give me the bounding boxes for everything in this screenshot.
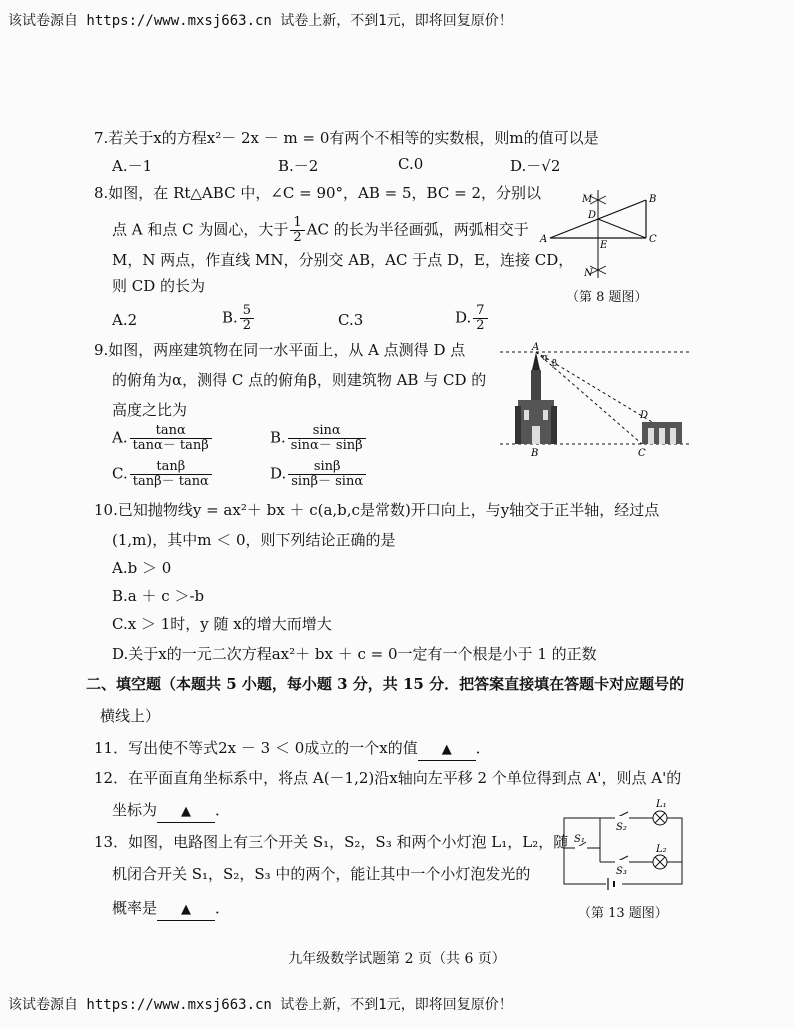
- q13-end: ．: [215, 899, 231, 917]
- label-alpha: α: [542, 353, 549, 363]
- q8-d-fraction: [473, 304, 487, 333]
- label-b: B: [649, 194, 657, 205]
- section-2-heading-line-2: 横线上）: [100, 707, 161, 725]
- fraction-numerator: sinα: [288, 424, 366, 439]
- q8-line-4: 则 CD 的长为: [112, 277, 206, 295]
- fraction-numerator: sinβ: [288, 460, 366, 475]
- q9-line-3: 高度之比为: [112, 401, 188, 419]
- q12-answer-blank[interactable]: ▲: [157, 802, 215, 823]
- q13-line-2: 机闭合开关 S₁，S₂，S₃ 中的两个，能让其中一个小灯泡发光的: [112, 865, 531, 883]
- fraction-denominator: tanα－ tanβ: [132, 438, 209, 453]
- q9-a-fraction: [130, 424, 212, 453]
- figure-13-circuit: [556, 798, 688, 894]
- figure-13-caption: （第 13 题图）: [578, 906, 668, 921]
- label-s2: S₂: [616, 822, 627, 833]
- q9-option-b: [270, 424, 368, 453]
- q9-line-1: 9.如图，两座建筑物在同一水平面上，从 A 点测得 D 点: [94, 341, 466, 359]
- q8-option-b: [222, 304, 256, 333]
- q11-stem: 11．写出使不等式2x － 3 ＜ 0成立的一个x的值: [94, 739, 418, 757]
- figure-9-buildings: [500, 340, 690, 460]
- q9-option-d: [270, 460, 368, 489]
- label-d: D: [640, 410, 649, 421]
- section-2-heading-line-1: 二、填空题（本题共 5 小题，每小题 3 分，共 15 分．把答案直接填在答题卡对应题号的: [86, 675, 685, 693]
- q10-line-2: (1,m)，其中m ＜ 0，则下列结论正确的是: [112, 531, 396, 549]
- q10-option-d: D.关于x的一元二次方程ax²＋ bx ＋ c = 0一定有一个根是小于 1 的正数: [112, 645, 597, 663]
- q10-option-a: A.b ＞ 0: [112, 559, 172, 577]
- fraction-numerator: 7: [473, 304, 487, 319]
- q8-half-fraction: [290, 216, 304, 245]
- q12-stem-end: 坐标为: [112, 801, 158, 819]
- q7-option-a: A.－1: [112, 157, 153, 175]
- label-l2: L₂: [656, 844, 667, 855]
- q9-c-fraction: [130, 460, 212, 489]
- fraction-numerator: tanα: [130, 424, 212, 439]
- q7-option-c: C.0: [398, 155, 424, 173]
- option-letter: D.: [270, 464, 287, 483]
- label-s3: S₃: [616, 866, 627, 877]
- q9-line-2: 的俯角为α，测得 C 点的俯角β，则建筑物 AB 与 CD 的: [112, 371, 487, 389]
- label-l1: L₁: [656, 799, 667, 810]
- fraction-denominator: sinβ－ sinα: [291, 474, 364, 489]
- label-c: C: [649, 234, 657, 245]
- q8-line-3: M，N 两点，作直线 MN，分别交 AB，AC 于点 D，E，连接 CD，: [112, 251, 574, 269]
- label-c: C: [638, 448, 646, 459]
- q8-line-2-start: 点 A 和点 C 为圆心，大于: [112, 220, 289, 239]
- q10-option-b: B.a ＋ c ＞-b: [112, 587, 205, 605]
- fraction-numerator: 5: [240, 304, 254, 319]
- fraction-numerator: 1: [290, 216, 304, 231]
- q8-line-1: 8.如图，在 Rt△ABC 中，∠C = 90°，AB = 5，BC = 2，分别以: [94, 184, 541, 202]
- watermark-bottom: 该试卷源自 https://www.mxsj663.cn 试卷上新，不到1元，即将回复原价！: [8, 997, 513, 1013]
- q8-line-2-end: AC 的长为半径画弧，两弧相交于: [306, 220, 529, 239]
- label-n: N: [584, 268, 593, 279]
- q10-line-1: 10.已知抛物线y = ax²＋ bx ＋ c(a,b,c是常数)开口向上，与y轴交于正半轴，经过点: [94, 501, 660, 519]
- option-letter: A.: [112, 428, 128, 447]
- fraction-numerator: tanβ: [130, 460, 212, 475]
- option-letter: C.: [112, 464, 128, 483]
- label-a: A: [532, 342, 540, 353]
- label-a: A: [540, 234, 548, 245]
- fraction-denominator: sinα－ sinβ: [290, 438, 363, 453]
- option-letter: D.: [455, 308, 472, 327]
- option-letter: B.: [270, 428, 286, 447]
- q13-stem-end: 概率是: [112, 899, 158, 917]
- fraction-denominator: 2: [293, 230, 302, 245]
- q11-text: [94, 738, 491, 761]
- q7-stem: 7.若关于x的方程x²－ 2x － m = 0有两个不相等的实数根，则m的值可以是: [94, 129, 599, 147]
- q9-option-a: [112, 424, 214, 453]
- q8-option-c: C.3: [338, 311, 364, 329]
- fraction-denominator: 2: [242, 318, 252, 333]
- q7-option-b: B.－2: [278, 157, 319, 175]
- page-footer: 九年级数学试题第 2 页（共 6 页）: [288, 951, 506, 967]
- label-e: E: [600, 240, 608, 251]
- q13-answer-blank[interactable]: ▲: [157, 900, 215, 921]
- q11-answer-blank[interactable]: ▲: [418, 740, 476, 761]
- option-letter: B.: [222, 308, 238, 327]
- q8-line-2: [112, 216, 529, 245]
- figure-8-triangle: [538, 186, 668, 286]
- label-d: D: [588, 210, 597, 221]
- q7-option-d: D.－√2: [510, 157, 561, 175]
- q11-end: ．: [475, 739, 491, 757]
- q12-end: ．: [215, 801, 231, 819]
- q10-option-c: C.x ＞ 1时，y 随 x的增大而增大: [112, 615, 332, 633]
- q12-line-2: [112, 800, 230, 823]
- label-b: B: [531, 448, 539, 459]
- q9-d-fraction: [288, 460, 366, 489]
- fraction-denominator: 2: [476, 318, 485, 333]
- q8-b-fraction: [240, 304, 254, 333]
- q13-line-3: [112, 898, 230, 921]
- figure-8-caption: （第 8 题图）: [566, 290, 648, 305]
- q8-option-a: A.2: [112, 311, 138, 329]
- q8-option-d: [455, 304, 490, 333]
- label-beta: β: [552, 359, 558, 369]
- label-s1: S₁: [574, 834, 585, 845]
- q9-option-c: [112, 460, 214, 489]
- label-m: M: [582, 194, 593, 205]
- q12-line-1: 12．在平面直角坐标系中，将点 A(－1,2)沿x轴向左平移 2 个单位得到点 A'，则点 A'的: [94, 769, 682, 787]
- watermark-top: 该试卷源自 https://www.mxsj663.cn 试卷上新，不到1元，即将回复原价！: [8, 13, 513, 29]
- q9-b-fraction: [288, 424, 366, 453]
- fraction-denominator: tanβ－ tanα: [132, 474, 209, 489]
- q13-line-1: 13．如图，电路图上有三个开关 S₁，S₂，S₃ 和两个小灯泡 L₁，L₂，随: [94, 833, 569, 851]
